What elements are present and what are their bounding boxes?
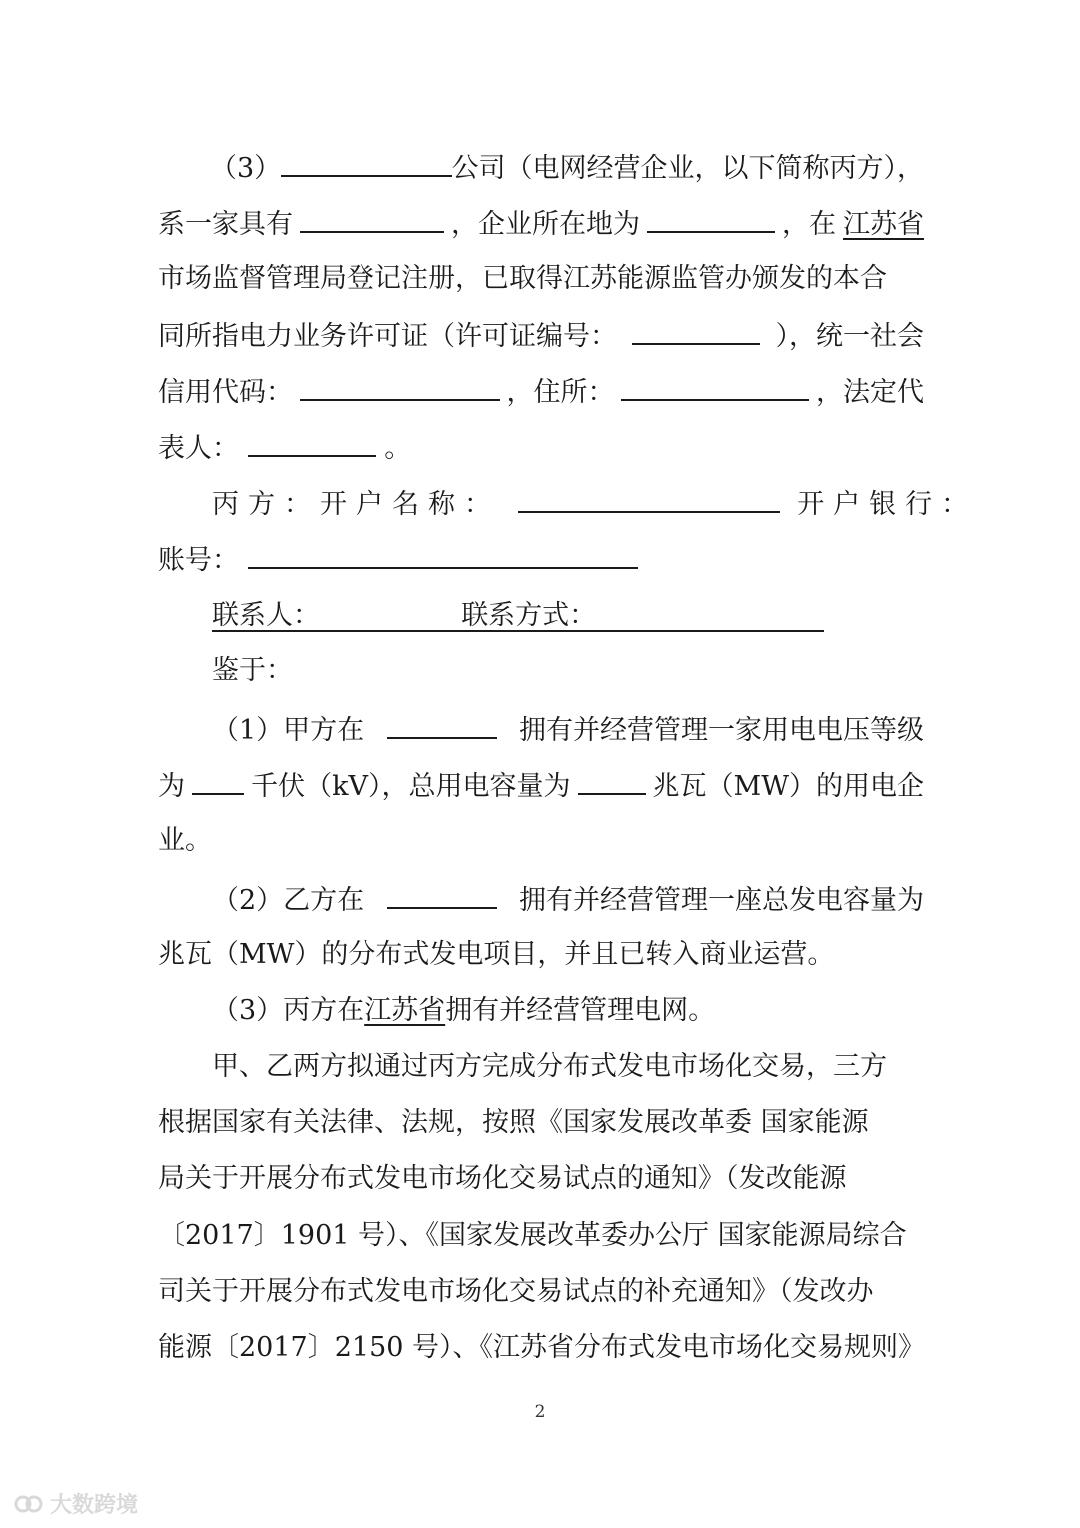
watermark-text: 大数跨境 (50, 1493, 139, 1518)
paragraph-line: （3） 公司（电网经营企业，以下简称丙方）， (210, 147, 924, 187)
blank-party-a-location (387, 709, 497, 739)
paragraph-line: （2）乙方在 拥有并经营管理一座总发电容量为 (212, 879, 924, 919)
paragraph-line: 同所指电力业务许可证（许可证编号： ），统一社会 (158, 315, 924, 355)
watermark (14, 1488, 138, 1519)
blank-license-number (632, 315, 760, 345)
paragraph-line: 丙方：开户名称： 开户银行： (212, 483, 924, 523)
paragraph-line: 司关于开展分布式发电市场化交易试点的补充通知》（发改办 (158, 1276, 874, 1307)
blank-account-name (518, 483, 780, 513)
logo-icon (14, 1492, 44, 1516)
paragraph-line: 表人： 。 (158, 427, 924, 467)
paragraph-line: 账号： (158, 539, 924, 579)
blank-credit-code (300, 371, 500, 401)
paragraph-line: 市场监督管理局登记注册，已取得江苏能源监管办颁发的本合 (158, 263, 887, 294)
paragraph-line: 〔2017〕1901 号）、《国家发展改革委办公厅 国家能源局综合 (158, 1220, 907, 1251)
paragraph-line: 业。 (158, 825, 212, 856)
blank-qualification (300, 203, 444, 233)
paragraph-line: （1）甲方在 拥有并经营管理一家用电电压等级 (212, 709, 924, 749)
blank-party-b-location (387, 879, 497, 909)
paragraph-line (212, 596, 824, 636)
blank-company-name (281, 147, 451, 177)
blank-legal-representative (248, 427, 376, 457)
paragraph-line: 根据国家有关法律、法规，按照《国家发展改革委 国家能源 (158, 1107, 869, 1138)
paragraph-line: 能源〔2017〕2150 号）、《江苏省分布式发电市场化交易规则》 (158, 1332, 926, 1363)
blank-account-number (248, 539, 638, 569)
paragraph-line: 系一家具有 ，企业所在地为 ，在 江苏省 (158, 203, 924, 243)
blank-address (621, 371, 809, 401)
paragraph-line: 为 千伏（kV），总用电容量为 兆瓦（MW）的用电企 (158, 765, 924, 805)
blank-location (647, 203, 775, 233)
blank-capacity (578, 765, 646, 795)
paragraph-line: 信用代码： ，住所： ，法定代 (158, 371, 924, 411)
paragraph-line: （3）丙方在江苏省拥有并经营管理电网。 (212, 995, 716, 1026)
page-number: 2 (534, 1402, 546, 1422)
paragraph-line: 鉴于： (212, 655, 293, 686)
contact-underline: 联系人： 联系方式： (212, 596, 824, 632)
paragraph-line: 甲、乙两方拟通过丙方完成分布式发电市场化交易，三方 (212, 1051, 887, 1082)
blank-voltage (192, 765, 244, 795)
paragraph-line: 局关于开展分布式发电市场化交易试点的通知》（发改能源 (158, 1163, 847, 1194)
paragraph-line: 兆瓦（MW）的分布式发电项目，并且已转入商业运营。 (158, 939, 835, 970)
